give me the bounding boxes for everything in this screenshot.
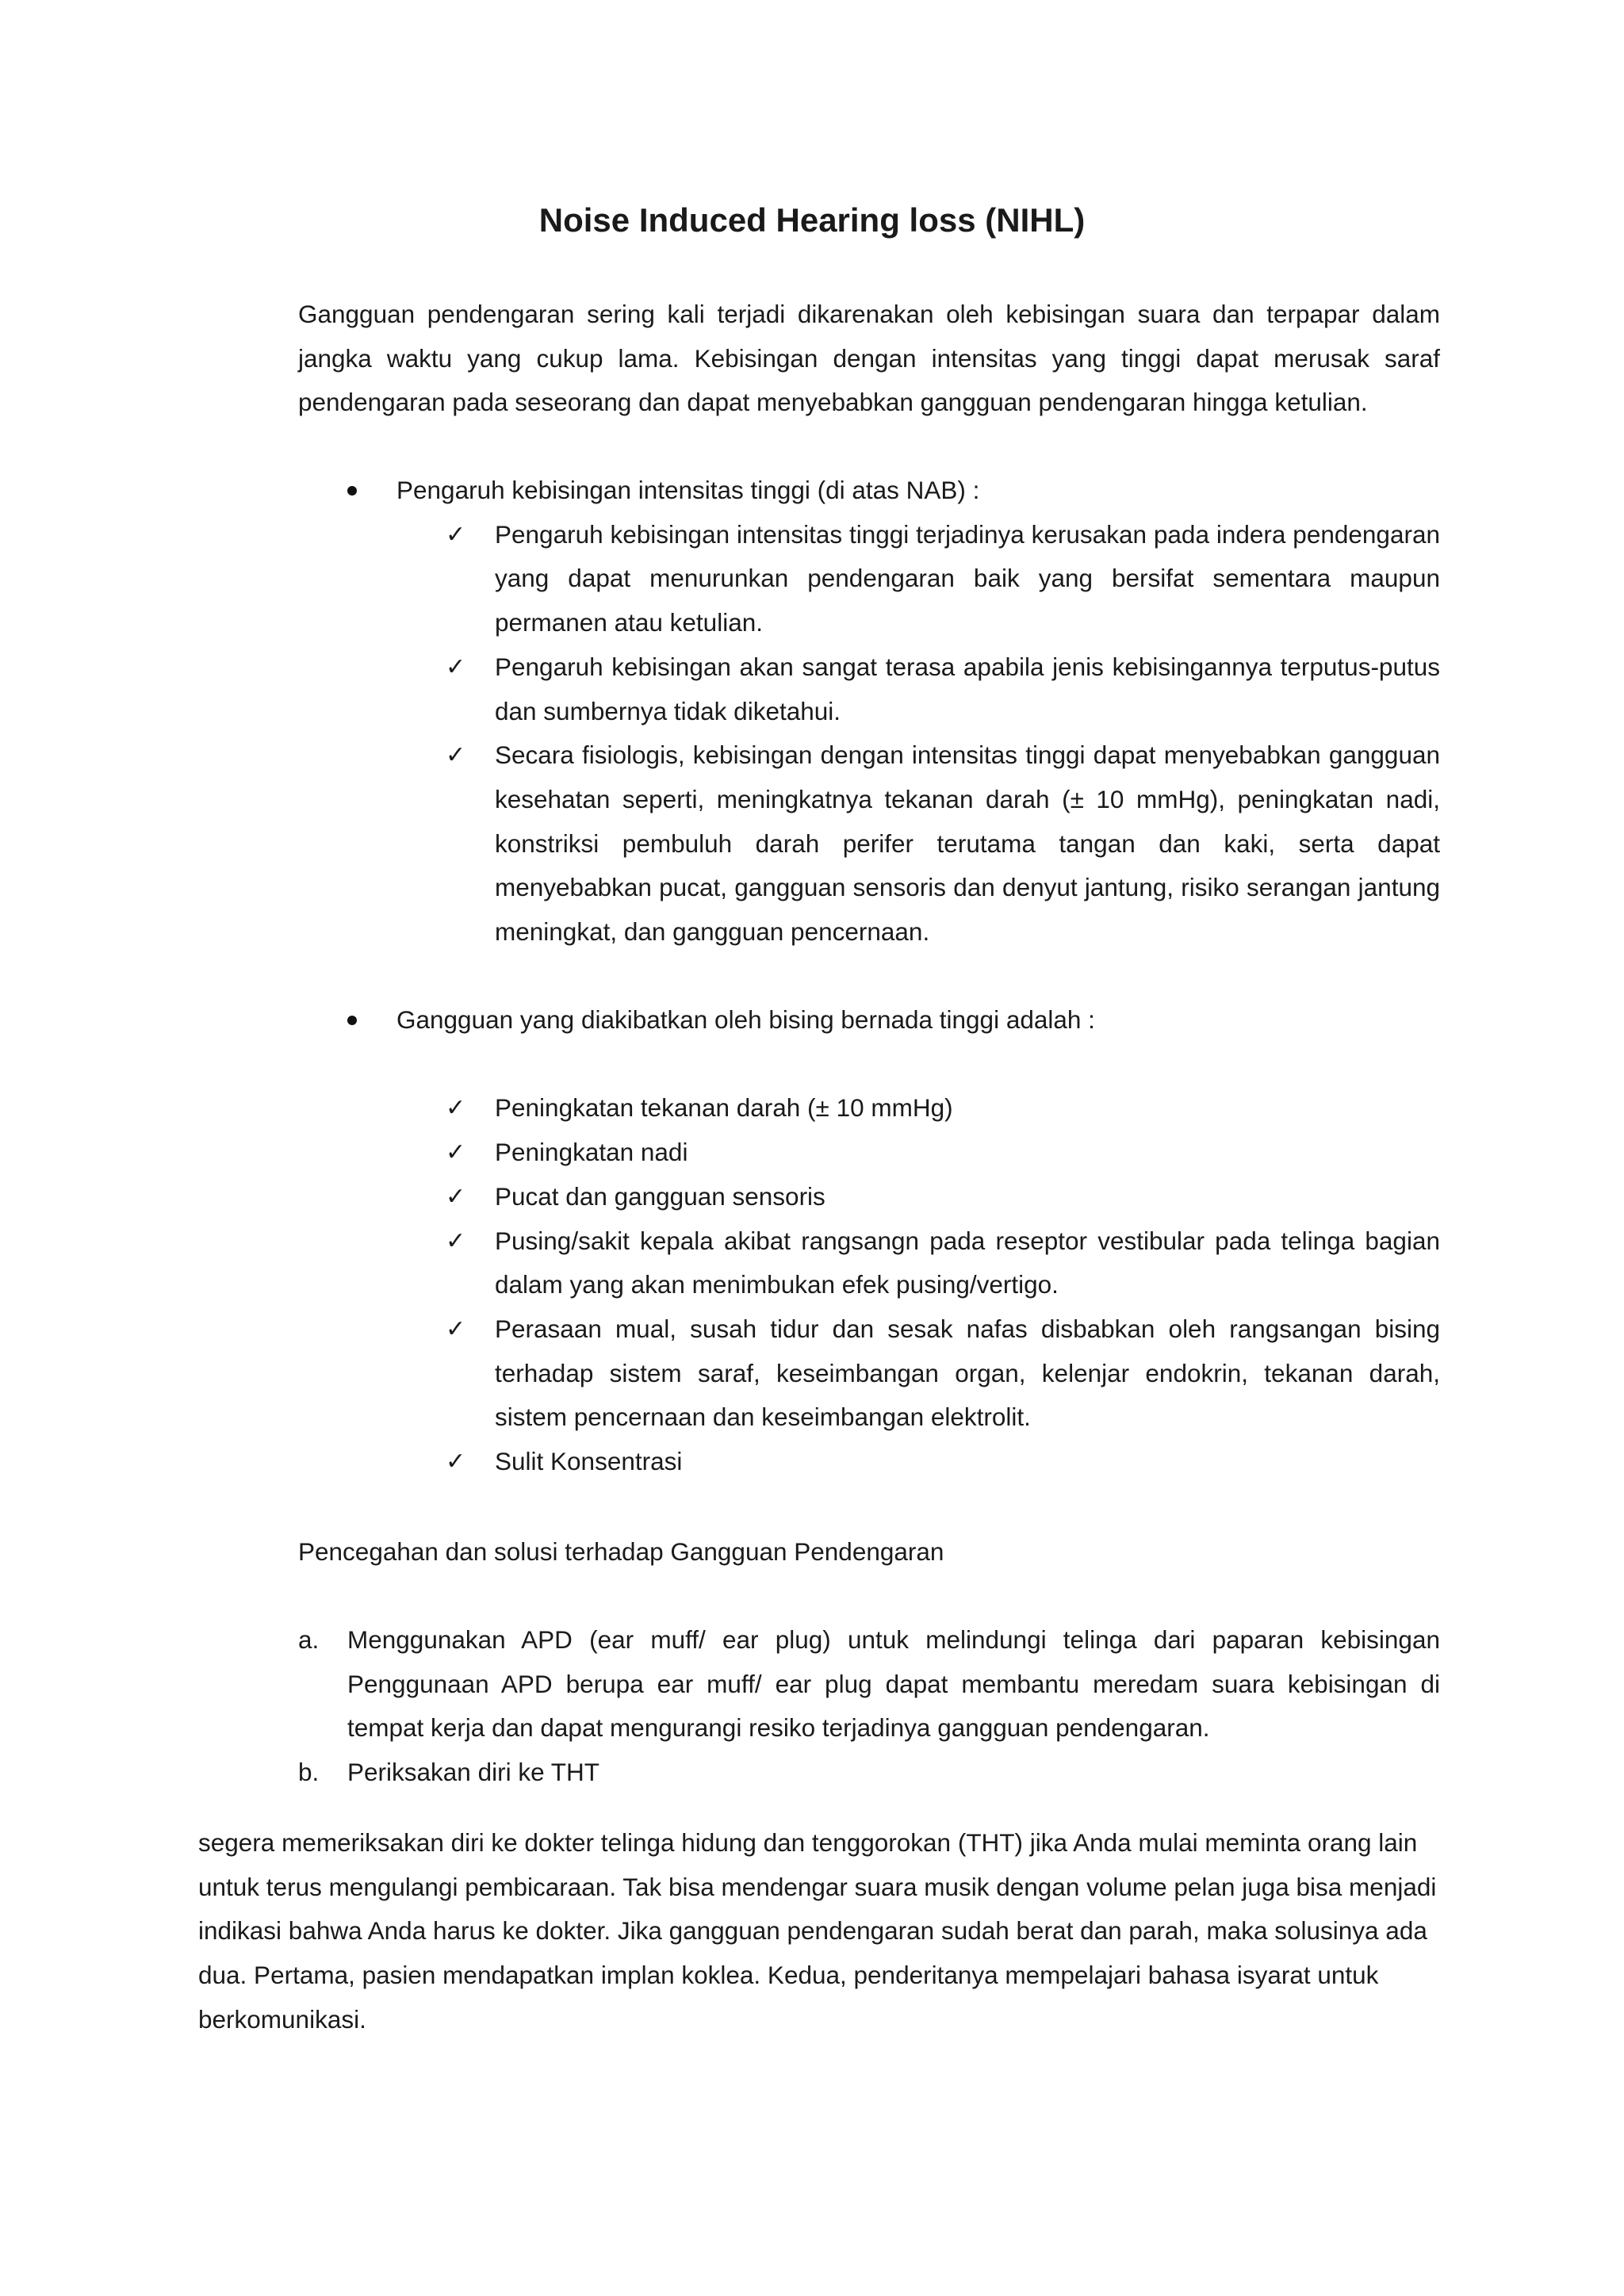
check-item	[298, 1175, 1440, 1219]
prevention-item-text: Menggunakan APD (ear muff/ ear plug) untuk melindungi telinga dari paparan kebisingan Penggunaan APD berupa ear muff/ ear plug dapat membantu meredam suara kebisingan di tempat kerja dan dapat mengurangi resiko terjadinya gangguan pendengaran.	[347, 1625, 1440, 1743]
intro-paragraph: Gangguan pendengaran sering kali terjadi dikarenakan oleh kebisingan suara dan terpapar dalam jangka waktu yang cukup lama. Kebisingan dengan intensitas yang tinggi dapat merusak saraf pendengaran pada seseorang dan dapat menyebabkan gangguan pendengaran hingga ketulian.	[298, 300, 1440, 417]
check-item	[298, 1440, 1440, 1484]
check-item-text: Peningkatan tekanan darah (± 10 mmHg)	[495, 1093, 953, 1123]
check-item	[298, 1219, 1440, 1307]
bullet-heading	[298, 469, 1440, 513]
prevention-item	[298, 1618, 1440, 1751]
list-marker: a.	[298, 1625, 320, 1654]
bullet-section-effects	[298, 469, 1440, 955]
bullet-heading-text: Pengaruh kebisingan intensitas tinggi (di atas NAB) :	[396, 476, 980, 504]
check-item	[298, 1086, 1440, 1131]
check-item-text: Perasaan mual, susah tidur dan sesak nafas disbabkan oleh rangsangan bising terhadap sistem saraf, keseimbangan organ, kelenjar endokrin, tekanan darah, sistem pencernaan dan keseimbangan elektrolit.	[495, 1314, 1440, 1432]
checkmark-icon: ✓	[446, 741, 466, 770]
prevention-item	[298, 1751, 1440, 1795]
check-item-text: Peningkatan nadi	[495, 1138, 688, 1167]
checkmark-icon: ✓	[446, 1314, 466, 1343]
check-item	[298, 1131, 1440, 1175]
prevention-list	[298, 1618, 1440, 1795]
bullet-section-disorders	[298, 998, 1440, 1484]
check-item-text: Secara fisiologis, kebisingan dengan intensitas tinggi dapat menyebabkan gangguan kesehatan seperti, meningkatnya tekanan darah (± 10 mmHg), peningkatan nadi, konstriksi pembuluh darah perifer terutama tangan dan kaki, serta dapat menyebabkan pucat, gangguan sensoris dan denyut jantung, risiko serangan jantung meningkat, dan gangguan pencernaan.	[495, 740, 1440, 947]
checkmark-icon: ✓	[446, 1448, 466, 1476]
prevention-heading: Pencegahan dan solusi terhadap Gangguan Pendengaran	[298, 1537, 944, 1566]
document-title: Noise Induced Hearing loss (NIHL)	[538, 201, 1086, 239]
check-item-text: Pengaruh kebisingan akan sangat terasa apabila jenis kebisingannya terputus-putus dan sumbernya tidak diketahui.	[495, 652, 1440, 725]
check-list	[298, 513, 1440, 955]
bullet-dot-icon	[347, 1016, 357, 1025]
bullet-heading	[298, 998, 1440, 1043]
checkmark-icon: ✓	[446, 1226, 466, 1255]
checkmark-icon: ✓	[446, 1138, 466, 1167]
check-item-text: Pucat dan gangguan sensoris	[495, 1181, 825, 1211]
check-list	[298, 1086, 1440, 1483]
check-item	[298, 645, 1440, 733]
prevention-item-text: Periksakan diri ke THT	[347, 1758, 600, 1787]
check-item	[298, 733, 1440, 955]
checkmark-icon: ✓	[446, 652, 466, 681]
closing-paragraph: segera memeriksakan diri ke dokter telinga hidung dan tenggorokan (THT) jika Anda mulai meminta orang lain untuk terus mengulangi pembicaraan. Tak bisa mendengar suara musik dengan volume pelan juga bisa menjadi indikasi bahwa Anda harus ke dokter. Jika gangguan pendengaran sudah berat dan parah, maka solusinya ada dua. Pertama, pasien mendapatkan implan koklea. Kedua, penderitanya mempelajari bahasa isyarat untuk berkomunikasi.	[198, 1828, 1437, 2034]
bullet-dot-icon	[347, 486, 357, 496]
check-item-text: Pengaruh kebisingan intensitas tinggi terjadinya kerusakan pada indera pendengaran yang dapat menurunkan pendengaran baik yang bersifat sementara maupun permanen atau ketulian.	[495, 519, 1440, 637]
checkmark-icon: ✓	[446, 1094, 466, 1123]
check-item	[298, 513, 1440, 645]
check-item-text: Pusing/sakit kepala akibat rangsangn pada reseptor vestibular pada telinga bagian dalam yang akan menimbukan efek pusing/vertigo.	[495, 1226, 1440, 1299]
check-item	[298, 1307, 1440, 1440]
check-item-text: Sulit Konsentrasi	[495, 1447, 683, 1476]
checkmark-icon: ✓	[446, 1182, 466, 1211]
checkmark-icon: ✓	[446, 520, 466, 549]
bullet-heading-text: Gangguan yang diakibatkan oleh bising bernada tinggi adalah :	[396, 1005, 1095, 1034]
list-marker: b.	[298, 1758, 320, 1787]
